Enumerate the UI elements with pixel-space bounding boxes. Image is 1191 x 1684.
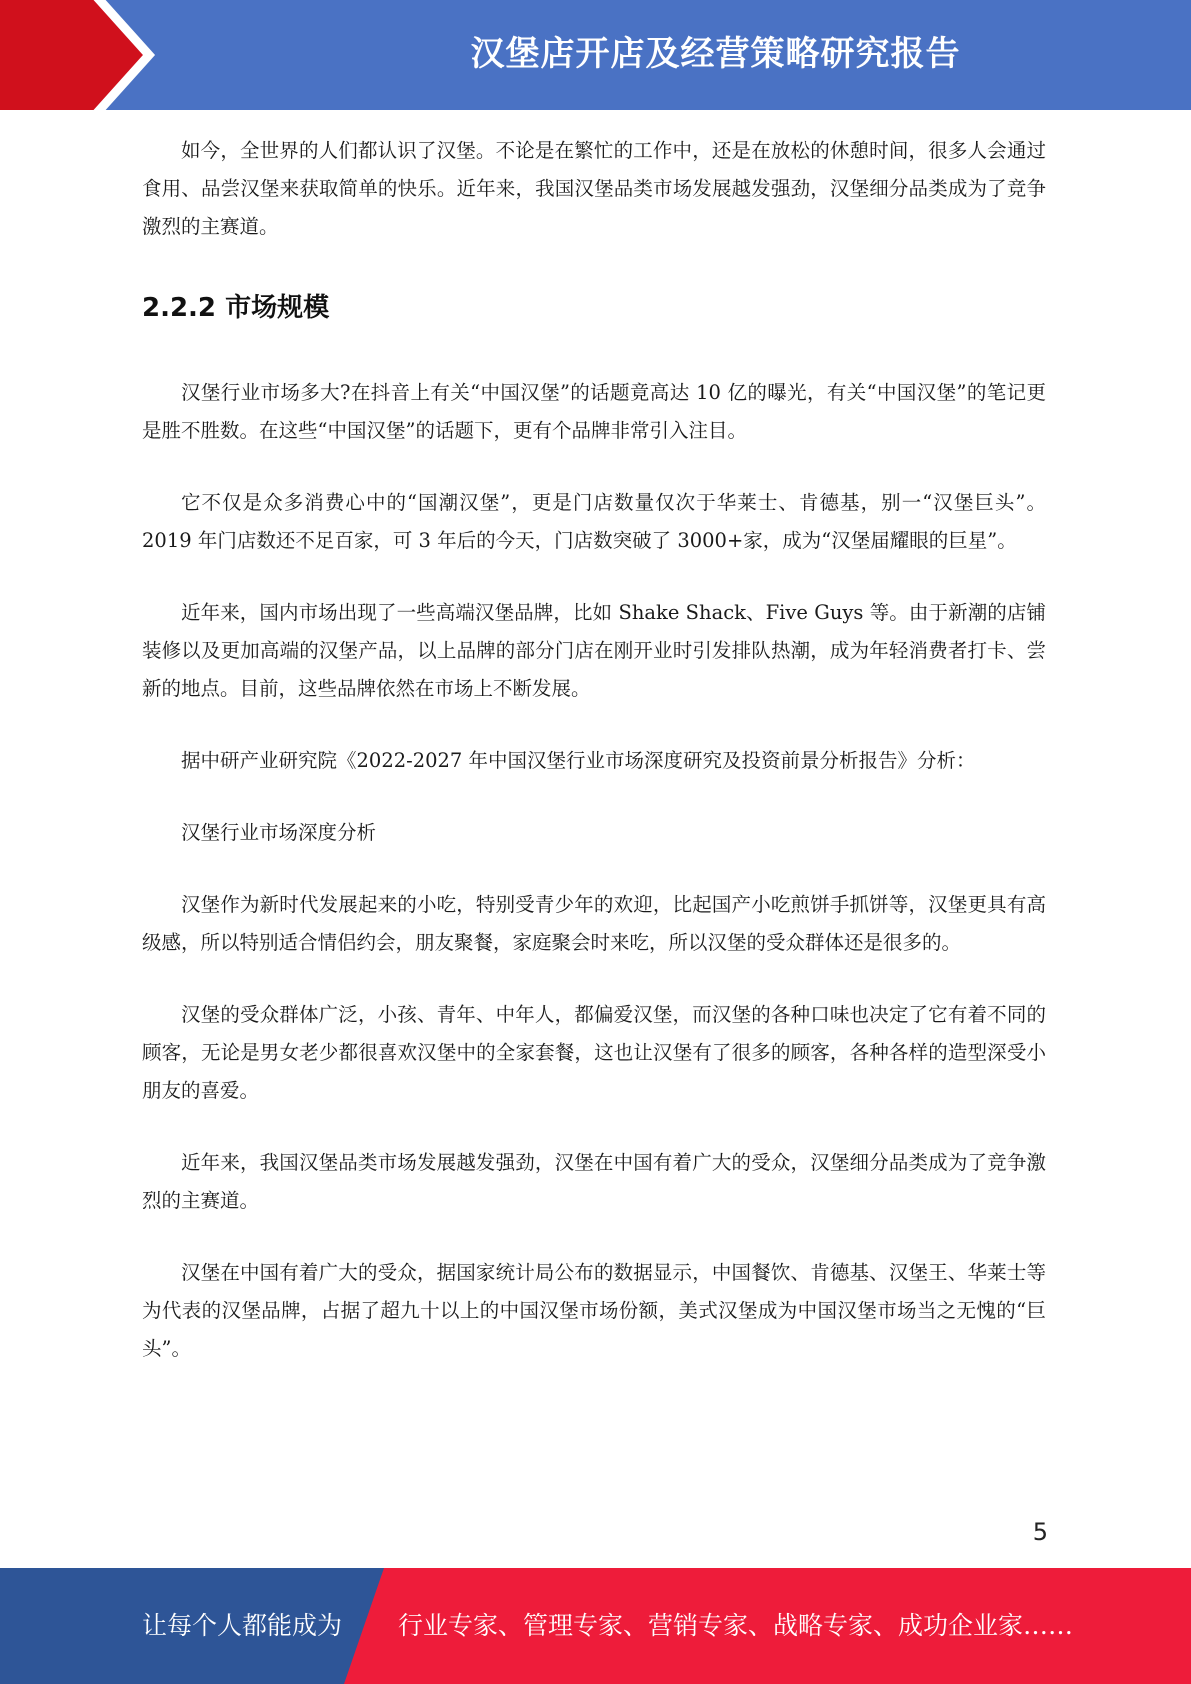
paragraph-report-source: 据中研产业研究院《2022-2027 年中国汉堡行业市场深度研究及投资前景分析报告》分析： [181, 749, 976, 772]
paragraph-subheading: 汉堡行业市场深度分析 [181, 821, 377, 844]
page-footer [0, 1568, 1191, 1684]
intro-paragraph: 如今，全世界的人们都认识了汉堡。不论是在繁忙的工作中，还是在放松的休憩时间，很多人会通过食用、品尝汉堡来获取简单的快乐。近年来，我国汉堡品类市场发展越发强劲，汉堡细分品类成为了竞争激烈的主赛道。 [142, 139, 1046, 238]
page-content [142, 132, 1046, 1368]
paragraph-brand-growth: 它不仅是众多消费心中的“国潮汉堡”，更是门店数量仅次于华莱士、肯德基，别一“汉堡巨头”。2019 年门店数还不足百家，可 3 年后的今天，门店数突破了 3000+家，成为“汉堡届耀眼的巨星”。 [142, 491, 1046, 552]
paragraph-market-trend: 近年来，我国汉堡品类市场发展越发强劲，汉堡在中国有着广大的受众，汉堡细分品类成为了竞争激烈的主赛道。 [142, 1151, 1046, 1212]
paragraph-audience: 汉堡的受众群体广泛，小孩、青年、中年人，都偏爱汉堡，而汉堡的各种口味也决定了它有着不同的顾客，无论是男女老少都很喜欢汉堡中的全家套餐，这也让汉堡有了很多的顾客，各种各样的造型深受小朋友的喜爱。 [142, 1003, 1046, 1102]
page-header [0, 0, 1191, 110]
section-heading: 2.2.2 市场规模 [142, 293, 330, 323]
page-number: 5 [1032, 1518, 1048, 1546]
paragraph-market-size: 汉堡行业市场多大?在抖音上有关“中国汉堡”的话题竟高达 10 亿的曝光，有关“中国汉堡”的笔记更是胜不胜数。在这些“中国汉堡”的话题下，更有个品牌非常引入注目。 [142, 381, 1046, 442]
paragraph-market-share: 汉堡在中国有着广大的受众，据国家统计局公布的数据显示，中国餐饮、肯德基、汉堡王、华莱士等为代表的汉堡品牌，占据了超九十以上的中国汉堡市场份额，美式汉堡成为中国汉堡市场当之无愧的“巨头”。 [142, 1261, 1046, 1360]
footer-slogan: 让每个人都能成为 [142, 1611, 343, 1640]
paragraph-premium-brands: 近年来，国内市场出现了一些高端汉堡品牌，比如 Shake Shack、Five Guys 等。由于新潮的店铺装修以及更加高端的汉堡产品，以上品牌的部分门店在刚开业时引发排队热潮，成为年轻消费者打卡、尝新的地点。目前，这些品牌依然在市场上不断发展。 [142, 601, 1046, 700]
document-title: 汉堡店开店及经营策略研究报告 [470, 34, 961, 74]
paragraph-youth-appeal: 汉堡作为新时代发展起来的小吃，特别受青少年的欢迎，比起国产小吃煎饼手抓饼等，汉堡更具有高级感，所以特别适合情侣约会，朋友聚餐，家庭聚会时来吃，所以汉堡的受众群体还是很多的。 [142, 893, 1046, 954]
footer-roles: 行业专家、管理专家、营销专家、战略专家、成功企业家…… [398, 1611, 1074, 1640]
